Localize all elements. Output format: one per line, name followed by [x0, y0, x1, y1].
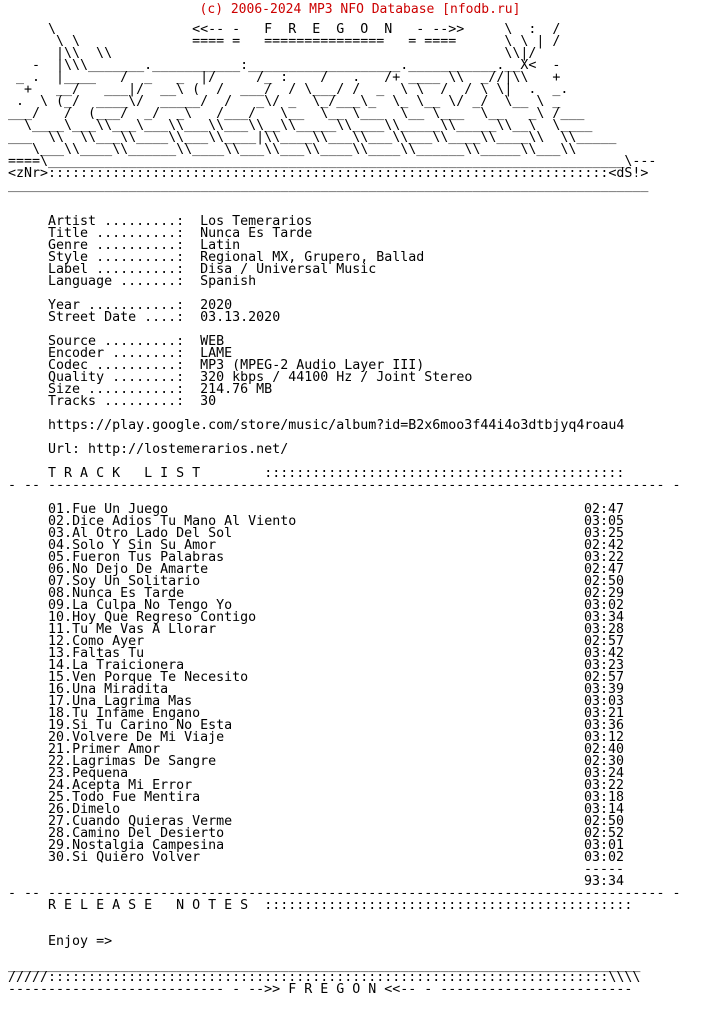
divider-line: - -- ----------------------------------------------------------------------------- - — [8, 886, 681, 901]
track-title-cell — [48, 792, 584, 804]
track-time: 03:28 — [584, 622, 625, 637]
track-number: 16. — [48, 682, 73, 697]
track-time: 03:36 — [584, 718, 625, 733]
track-time: 03:12 — [584, 730, 625, 745]
track-number: 15. — [48, 670, 73, 685]
track-time: 02:52 — [584, 826, 625, 841]
info-label: Size ...........: — [48, 382, 185, 397]
info-label: Language .......: — [48, 274, 185, 289]
info-value: WEB — [200, 334, 225, 349]
nfo-text — [8, 0, 680, 996]
info-label: Codec ..........: — [48, 358, 185, 373]
info-value: Disa / Universal Music — [200, 262, 377, 277]
track-time: 03:14 — [584, 802, 625, 817]
info-value: 320 kbps / 44100 Hz / Joint Stereo — [200, 370, 473, 385]
track-number: 27. — [48, 814, 73, 829]
track-number: 11. — [48, 622, 73, 637]
track-title: Fue Un Juego — [72, 502, 169, 517]
track-number: 07. — [48, 574, 73, 589]
track-number: 24. — [48, 778, 73, 793]
track-title: Como Ayer — [72, 634, 145, 649]
total-time: 93:34 — [584, 874, 625, 889]
release-dots: :::::::::::::::::::::::::::::::::::::::::::::: — [264, 898, 633, 913]
track-title: Una Miradita — [72, 682, 169, 697]
track-number: 21. — [48, 742, 73, 757]
info-value: MP3 (MPEG-2 Audio Layer III) — [200, 358, 425, 373]
track-title: Una Lagrima Mas — [72, 694, 193, 709]
track-number: 02. — [48, 514, 73, 529]
footer-rule: --------------------------- - -->> F R E G O N <<-- - ------------------------ — [8, 982, 633, 997]
info-row — [8, 396, 680, 408]
track-title: Al Otro Lado Del Sol — [72, 526, 233, 541]
track-title-cell — [48, 756, 584, 768]
track-time: 03:02 — [584, 598, 625, 613]
track-title: Dimelo — [72, 802, 121, 817]
info-label: Label ..........: — [48, 262, 185, 277]
ascii-banner-line: . \ (_/ ____\/ _____/ / _\/ _ \_/___\_ \_ \__ \/ _/ \__ \ _ — [8, 94, 561, 109]
info-value: 2020 — [200, 298, 233, 313]
track-number: 29. — [48, 838, 73, 853]
track-number: 17. — [48, 694, 73, 709]
info-row — [8, 312, 680, 324]
track-number: 22. — [48, 754, 73, 769]
track-time: 03:22 — [584, 778, 625, 793]
info-value: 30 — [200, 394, 217, 409]
track-time: 02:47 — [584, 562, 625, 577]
track-title: Solo Y Sin Su Amor — [72, 538, 217, 553]
track-title: Pequena — [72, 766, 129, 781]
track-title: Volvere De Mi Viaje — [72, 730, 225, 745]
track-title: Fueron Tus Palabras — [72, 550, 225, 565]
info-label: Artist .........: — [48, 214, 185, 229]
track-title: Faltas Tu — [72, 646, 145, 661]
track-time: 03:39 — [584, 682, 625, 697]
track-time: 02:57 — [584, 634, 625, 649]
track-time: 03:01 — [584, 838, 625, 853]
track-number: 19. — [48, 718, 73, 733]
track-title: Tu Me Vas A Llorar — [72, 622, 217, 637]
info-value: Regional MX, Grupero, Ballad — [200, 250, 425, 265]
ascii-banner-line: <zNr>::::::::::::::::::::::::::::::::::::::::::::::::::::::::::::::::::::::<dS!> — [8, 166, 649, 181]
footer-rule: _______________________________________________________________________________ — [8, 958, 641, 973]
ascii-banner-line: ====\________________________________________________________________________\--- — [8, 154, 657, 169]
track-title: No Dejo De Amarte — [72, 562, 209, 577]
track-time: 02:42 — [584, 538, 625, 553]
info-value: Nunca Es Tarde — [200, 226, 313, 241]
track-time: 03:02 — [584, 850, 625, 865]
track-title: Ven Porque Te Necesito — [72, 670, 249, 685]
track-title: Si Quiero Volver — [72, 850, 201, 865]
track-number: 03. — [48, 526, 73, 541]
ascii-banner-line: - |\\\_______.___________:___________________.___________.__X< - — [8, 58, 561, 73]
release-heading-row — [8, 900, 680, 912]
enjoy-text-row — [8, 936, 680, 948]
track-number: 25. — [48, 790, 73, 805]
rule-line: ________________________________________________________________________________ — [8, 178, 649, 193]
ascii-banner-line: \___\\____\\______\\____\\___\\___\\____\\____\\______\\_____\\___\\ — [8, 142, 577, 157]
store-url: https://play.google.com/store/music/album?id=B2x6moo3f44i4o3dtbjyq4roau4 — [48, 418, 625, 433]
total-separator: ----- — [584, 862, 625, 877]
track-title: Primer Amor — [72, 742, 161, 757]
track-time: 02:50 — [584, 814, 625, 829]
track-number: 09. — [48, 598, 73, 613]
ascii-banner-line: ___/ / (___/ _/ _\ /___/ \__ \__ \___ \__ \___ \__ _\ /___ — [8, 106, 585, 121]
track-number: 30. — [48, 850, 73, 865]
track-title: Nostalgia Campesina — [72, 838, 225, 853]
header-spacer — [8, 0, 680, 12]
info-value: Spanish — [200, 274, 257, 289]
track-number: 13. — [48, 646, 73, 661]
total-separator-row — [8, 864, 680, 876]
track-time: 03:22 — [584, 550, 625, 565]
track-title: Dice Adios Tu Mano Al Viento — [72, 514, 297, 529]
track-title: Todo Fue Mentira — [72, 790, 201, 805]
ascii-banner-line: \ <<-- - F R E G O N - -->> \ : / — [8, 22, 561, 37]
track-time: 02:57 — [584, 670, 625, 685]
ascii-banner-line: |\\ \\ \\|/ — [8, 46, 537, 61]
track-time: 02:47 — [584, 502, 625, 517]
footer-rule: /////::::::::::::::::::::::::::::::::::::::::::::::::::::::::::::::::::::::\\\\ — [8, 970, 641, 985]
tracklist-heading: T R A C K L I S T — [48, 466, 201, 481]
track-time: 03:03 — [584, 694, 625, 709]
info-label: Year ...........: — [48, 298, 185, 313]
divider-line: - -- ----------------------------------------------------------------------------- - — [8, 478, 681, 493]
track-title: Acepta Mi Error — [72, 778, 193, 793]
track-time: 02:50 — [584, 574, 625, 589]
track-time: 03:34 — [584, 610, 625, 625]
ascii-banner-line: \____\___\\___\___\\___\\___\\__\\_____\\____\\_____\\_____\\__\ \____ — [8, 118, 593, 133]
track-number: 08. — [48, 586, 73, 601]
nfodb-link[interactable]: (c) 2006-2024 MP3 NFO Database [nfodb.ru] — [199, 2, 521, 17]
track-title: Lagrimas De Sangre — [72, 754, 217, 769]
track-title-cell — [48, 852, 584, 864]
track-number: 20. — [48, 730, 73, 745]
track-number: 05. — [48, 550, 73, 565]
ascii-banner-line: _ . |____ / _ _ |/ /_ : / . /+ ____ \\ _//|\\ + — [8, 70, 561, 85]
info-label: Genre ..........: — [48, 238, 185, 253]
track-number: 10. — [48, 610, 73, 625]
track-number: 23. — [48, 766, 73, 781]
ascii-banner-line: + __/ ___|/ __\ ( / ___/ / \___/ / _ \ \ / / \ \| . _. — [8, 82, 569, 97]
info-value: 03.13.2020 — [200, 310, 281, 325]
track-title: Camino Del Desierto — [72, 826, 225, 841]
info-label: Source .........: — [48, 334, 185, 349]
track-number: 01. — [48, 502, 73, 517]
track-time: 03:24 — [584, 766, 625, 781]
store-url-row — [8, 420, 680, 432]
info-value: Latin — [200, 238, 241, 253]
blank-line — [8, 912, 680, 924]
track-number: 26. — [48, 802, 73, 817]
info-value: 214.76 MB — [200, 382, 273, 397]
track-title: La Culpa No Tengo Yo — [72, 598, 233, 613]
track-time: 03:23 — [584, 658, 625, 673]
info-label: Quality ........: — [48, 370, 185, 385]
track-number: 12. — [48, 634, 73, 649]
url-line: Url: http://lostemerarios.net/ — [48, 442, 289, 457]
track-title: Nunca Es Tarde — [72, 586, 185, 601]
track-time: 02:30 — [584, 754, 625, 769]
blank-line — [8, 192, 680, 204]
track-title: Soy Un Solitario — [72, 574, 201, 589]
track-title: La Traicionera — [72, 658, 185, 673]
track-time: 02:29 — [584, 586, 625, 601]
track-number: 04. — [48, 538, 73, 553]
info-label: Tracks .........: — [48, 394, 185, 409]
info-value: Los Temerarios — [200, 214, 313, 229]
info-label: Street Date ....: — [48, 310, 185, 325]
track-time: 02:40 — [584, 742, 625, 757]
track-number: 14. — [48, 658, 73, 673]
track-row — [8, 852, 680, 864]
track-number: 06. — [48, 562, 73, 577]
track-time: 03:42 — [584, 646, 625, 661]
info-label: Style ..........: — [48, 250, 185, 265]
track-title: Cuando Quieras Verme — [72, 814, 233, 829]
url-line-row — [8, 444, 680, 456]
tracklist-dots: ::::::::::::::::::::::::::::::::::::::::::::: — [264, 466, 625, 481]
track-time: 03:21 — [584, 706, 625, 721]
enjoy-text: Enjoy => — [48, 934, 113, 949]
track-title: Hoy Que Regreso Contigo — [72, 610, 257, 625]
info-row — [8, 276, 680, 288]
info-label: Title ..........: — [48, 226, 185, 241]
track-title: Tu Infame Engano — [72, 706, 201, 721]
info-value: LAME — [200, 346, 233, 361]
track-number: 28. — [48, 826, 73, 841]
track-time: 03:25 — [584, 526, 625, 541]
track-time: 03:18 — [584, 790, 625, 805]
release-heading: R E L E A S E N O T E S — [48, 898, 249, 913]
track-number: 18. — [48, 706, 73, 721]
ascii-banner-line: \ \ ==== = =============== = ==== \ \ | / — [8, 34, 561, 49]
track-title: Si Tu Carino No Esta — [72, 718, 233, 733]
ascii-banner-line: ___ \\ \\___\\____\\___\\____|\\____\\___\\___\\___\\____\\____\\ \\_____ — [8, 130, 617, 145]
info-label: Encoder ........: — [48, 346, 185, 361]
track-time: 03:05 — [584, 514, 625, 529]
